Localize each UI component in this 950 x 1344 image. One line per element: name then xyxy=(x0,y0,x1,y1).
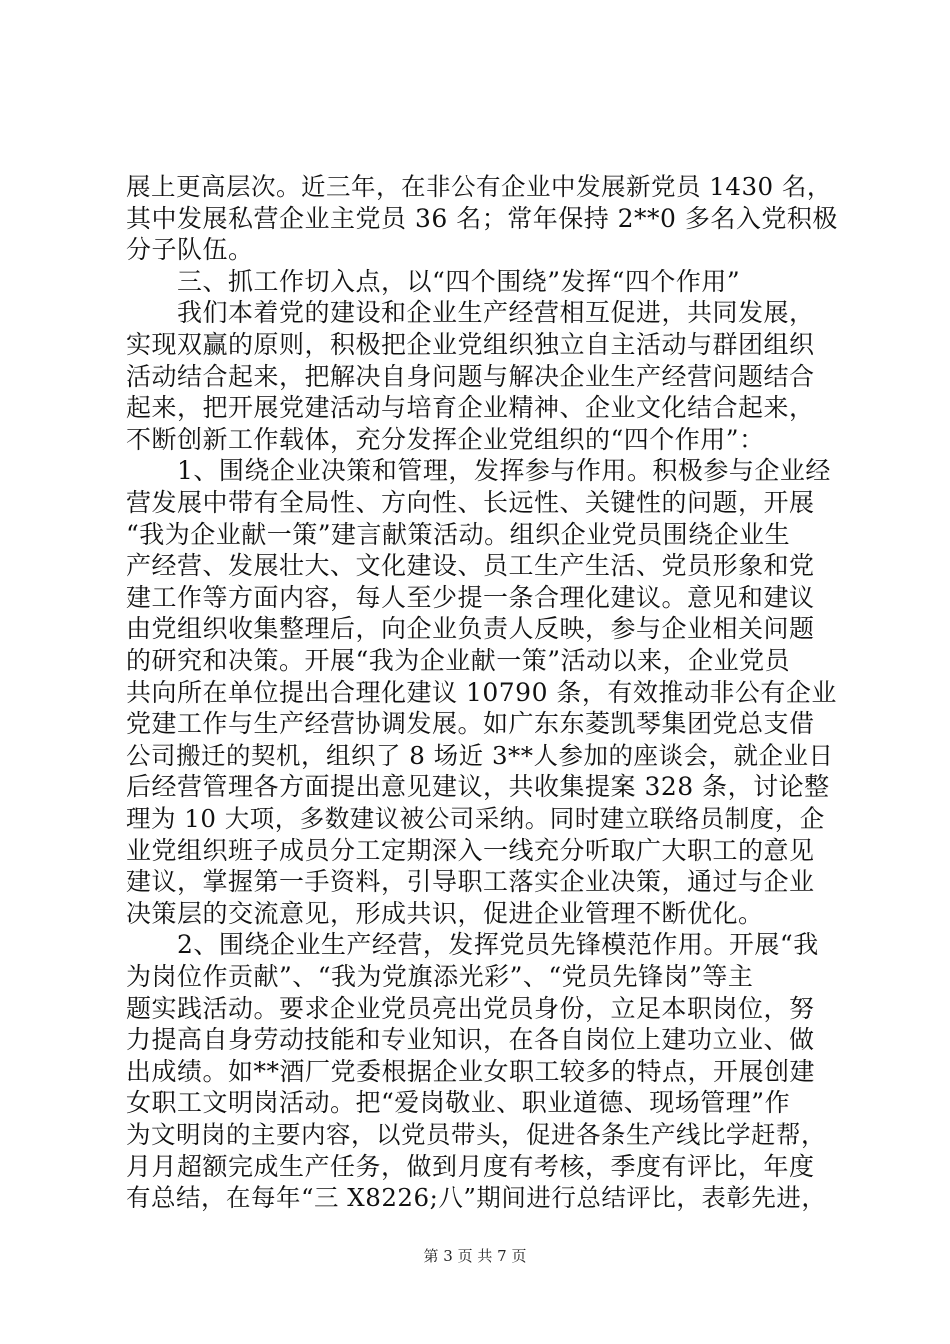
text-line: 党建工作与生产经营协调发展。如广东东菱凯琴集团党总支借 xyxy=(126,709,815,739)
text-line: 建议，掌握第一手资料，引导职工落实企业决策，通过与企业 xyxy=(126,867,815,897)
text-line: 的研究和决策。开展“我为企业献一策”活动以来，企业党员 xyxy=(126,646,791,675)
text-line: 决策层的交流意见，形成共识，促进企业管理不断优化。 xyxy=(126,898,764,928)
text-line: 出成绩。如**酒厂党委根据企业女职工较多的特点，开展创建 xyxy=(126,1056,816,1086)
section-heading: 三、抓工作切入点，以“四个围绕”发挥“四个作用” xyxy=(126,266,741,296)
text-line: 2、围绕企业生产经营，发挥党员先锋模范作用。开展“我 xyxy=(126,930,819,960)
text-line: 女职工文明岗活动。把“爱岗敬业、职业道德、现场管理”作 xyxy=(126,1088,791,1118)
text-line: 建工作等方面内容，每人至少提一条合理化建议。意见和建议 xyxy=(126,582,815,612)
text-line: 为文明岗的主要内容，以党员带头，促进各条生产线比学赶帮， xyxy=(126,1120,826,1149)
text-line: 实现双赢的原则，积极把企业党组织独立自主活动与群团组织 xyxy=(126,330,815,359)
page-number-footer: 第 3 页 共 7 页 xyxy=(423,1247,527,1265)
text-line: 营发展中带有全局性、方向性、长远性、关键性的问题，开展 xyxy=(126,488,815,517)
text-line: 展上更高层次。近三年，在非公有企业中发展新党员 1430 名， xyxy=(126,172,832,201)
text-line: 其中发展私营企业主党员 36 名；常年保持 2**0 多名入党积极 xyxy=(126,203,838,233)
text-line: 1、围绕企业决策和管理，发挥参与作用。积极参与企业经 xyxy=(126,456,831,486)
text-line: 我们本着党的建设和企业生产经营相互促进，共同发展， xyxy=(126,298,815,328)
text-line: 由党组织收集整理后，向企业负责人反映，参与企业相关问题 xyxy=(126,614,815,644)
text-line: 共向所在单位提出合理化建议 10790 条，有效推动非公有企业 xyxy=(126,677,837,707)
text-line: 月月超额完成生产任务，做到月度有考核，季度有评比，年度 xyxy=(126,1151,815,1181)
text-line: 公司搬迁的契机，组织了 8 场近 3**人参加的座谈会，就企业日 xyxy=(126,740,834,770)
text-line: 分子队伍。 xyxy=(126,235,254,265)
text-line: 后经营管理各方面提出意见建议，共收集提案 328 条，讨论整 xyxy=(126,772,830,802)
text-line: 题实践活动。要求企业党员亮出党员身份，立足本职岗位，努 xyxy=(126,993,815,1023)
text-line: 理为 10 大项，多数建议被公司采纳。同时建立联络员制度，企 xyxy=(126,804,825,833)
text-line: 有总结，在每年“三 X8226;八”期间进行总结评比，表彰先进， xyxy=(126,1183,827,1213)
text-line: 产经营、发展壮大、文化建设、员工生产生活、党员形象和党 xyxy=(126,551,815,581)
text-line: 起来，把开展党建活动与培育企业精神、企业文化结合起来， xyxy=(126,393,815,423)
text-line: 不断创新工作载体，充分发挥企业党组织的“四个作用”： xyxy=(126,424,765,454)
text-line: 为岗位作贡献”、“我为党旗添光彩”、“党员先锋岗”等主 xyxy=(126,962,754,991)
text-line: 力提高自身劳动技能和专业知识，在各自岗位上建功立业、做 xyxy=(126,1025,815,1055)
text-line: 活动结合起来，把解决自身问题与解决企业生产经营问题结合 xyxy=(126,361,815,391)
text-line: 业党组织班子成员分工定期深入一线充分听取广大职工的意见 xyxy=(126,835,815,865)
text-line: “我为企业献一策”建言献策活动。组织企业党员围绕企业生 xyxy=(126,519,791,549)
